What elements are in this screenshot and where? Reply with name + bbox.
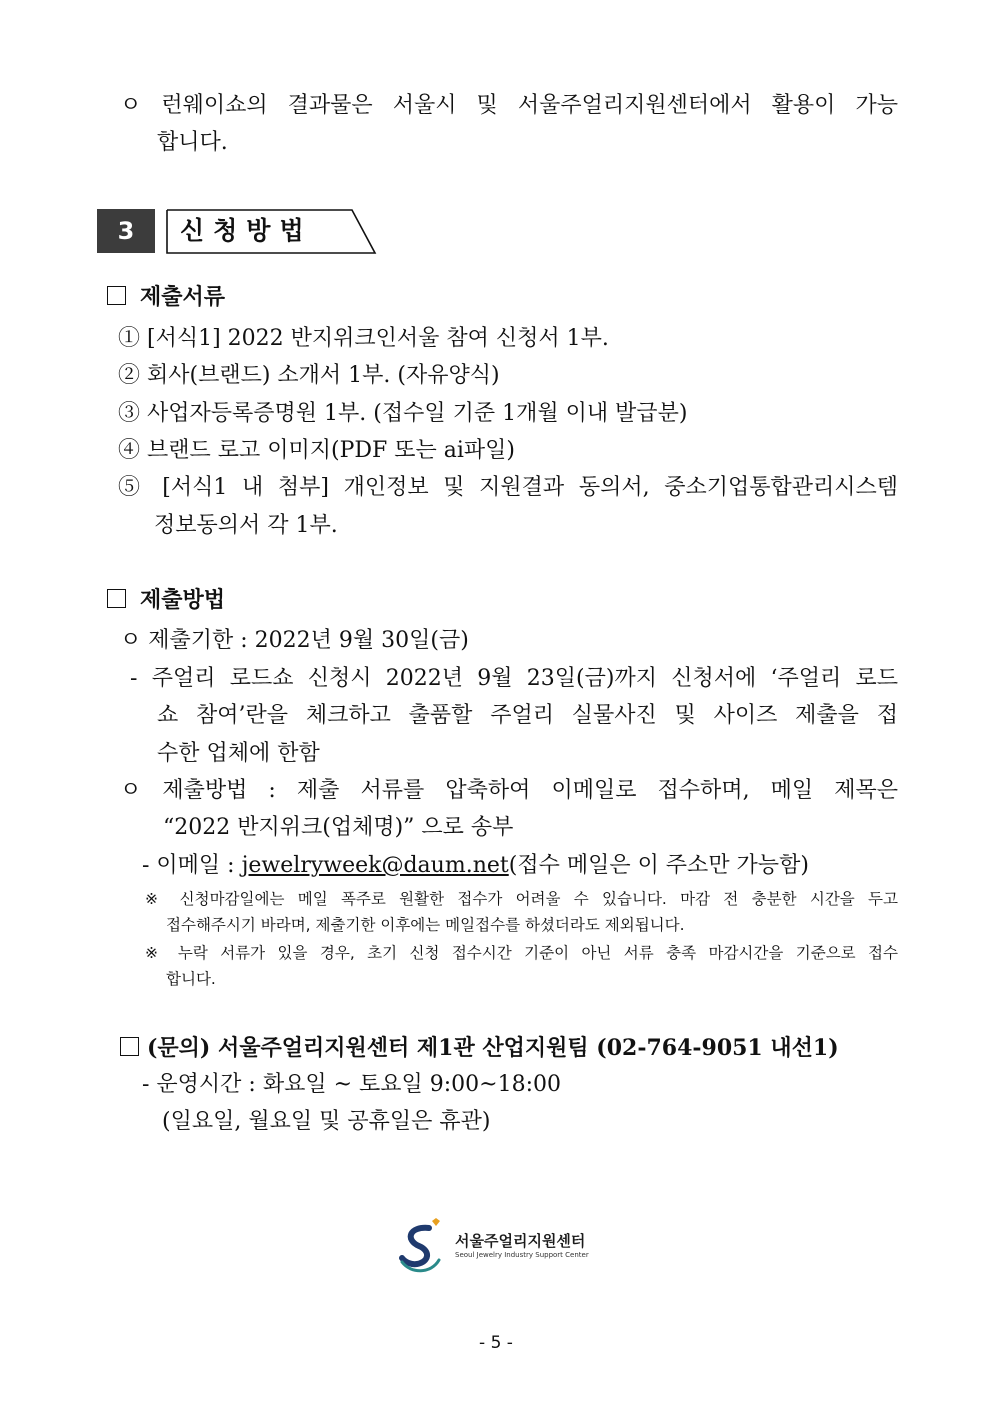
method-heading — [107, 585, 225, 615]
document-item-5: ⑤ [서식1 내 첨부] 개인정보 및 지원결과 동의서, 중소기업통합관리시스템 — [118, 475, 898, 500]
documents-heading — [107, 282, 225, 312]
checkbox-icon — [120, 1037, 139, 1056]
email-prefix: - 이메일 : — [142, 853, 242, 878]
section-title-box — [166, 209, 376, 253]
contact-heading — [120, 1033, 839, 1063]
logo-subtitle: Seoul Jewelry Industry Support Center — [455, 1251, 589, 1259]
email-link[interactable]: jewelryweek@daum.net — [241, 853, 509, 878]
document-item-4: ④ 브랜드 로고 이미지(PDF 또는 ai파일) — [118, 438, 516, 463]
logo-name: 서울주얼리지원센터 — [455, 1232, 586, 1250]
note1-line1: ※ 신청마감일에는 메일 폭주로 원활한 접수가 어려울 수 있습니다. 마감 전 충분한 시간을 두고 — [145, 890, 898, 908]
closed-days-line: (일요일, 월요일 및 공휴일은 휴관) — [162, 1109, 491, 1134]
note2-line1: ※ 누락 서류가 있을 경우, 초기 신청 접수시간 기준이 아닌 서류 충족 마감시간을 기준으로 접수 — [145, 944, 898, 962]
hours-line: - 운영시간 : 화요일 ~ 토요일 9:00~18:00 — [142, 1072, 561, 1097]
roadshow-line2: 쇼 참여’란을 체크하고 출품할 주얼리 실물사진 및 사이즈 제출을 접 — [157, 703, 898, 728]
logo-emblem-icon — [399, 1218, 451, 1278]
note1-line2: 접수해주시기 바라며, 제출기한 이후에는 메일접수를 하셨더라도 제외됩니다. — [166, 916, 685, 934]
contact-heading-label: (문의) 서울주얼리지원센터 제1관 산업지원팀 (02-764-9051 내선1) — [147, 1035, 839, 1061]
deadline-line: ㅇ 제출기한 : 2022년 9월 30일(금) — [120, 628, 469, 653]
section-title: 신청방법 — [180, 216, 313, 245]
email-line — [142, 851, 809, 881]
documents-heading-label: 제출서류 — [140, 284, 226, 310]
roadshow-line3: 수한 업체에 한함 — [157, 741, 320, 766]
center-logo — [399, 1218, 599, 1278]
document-item-1: ① [서식1] 2022 반지위크인서울 참여 신청서 1부. — [118, 326, 609, 351]
method-heading-label: 제출방법 — [140, 587, 226, 613]
document-item-2: ② 회사(브랜드) 소개서 1부. (자유양식) — [118, 363, 500, 388]
checkbox-icon — [107, 589, 126, 608]
section-number-box: 3 — [97, 209, 155, 253]
checkbox-icon — [107, 286, 126, 305]
roadshow-line1: - 주얼리 로드쇼 신청시 2022년 9월 23일(금)까지 신청서에 ‘주얼리 로드 — [130, 666, 898, 691]
note2-line2: 합니다. — [166, 970, 216, 988]
method-line1: ㅇ 제출방법 : 제출 서류를 압축하여 이메일로 접수하며, 메일 제목은 — [120, 778, 898, 803]
method-line2: “2022 반지위크(업체명)” 으로 송부 — [163, 815, 514, 840]
intro-bullet-line1: ㅇ 런웨이쇼의 결과물은 서울시 및 서울주얼리지원센터에서 활용이 가능 — [120, 93, 898, 118]
intro-bullet-line2: 합니다. — [157, 130, 228, 155]
document-item-5-cont: 정보동의서 각 1부. — [154, 513, 338, 538]
page-number: - 5 - — [479, 1333, 513, 1353]
email-suffix: (접수 메일은 이 주소만 가능함) — [508, 853, 809, 878]
document-item-3: ③ 사업자등록증명원 1부. (접수일 기준 1개월 이내 발급분) — [118, 401, 688, 426]
